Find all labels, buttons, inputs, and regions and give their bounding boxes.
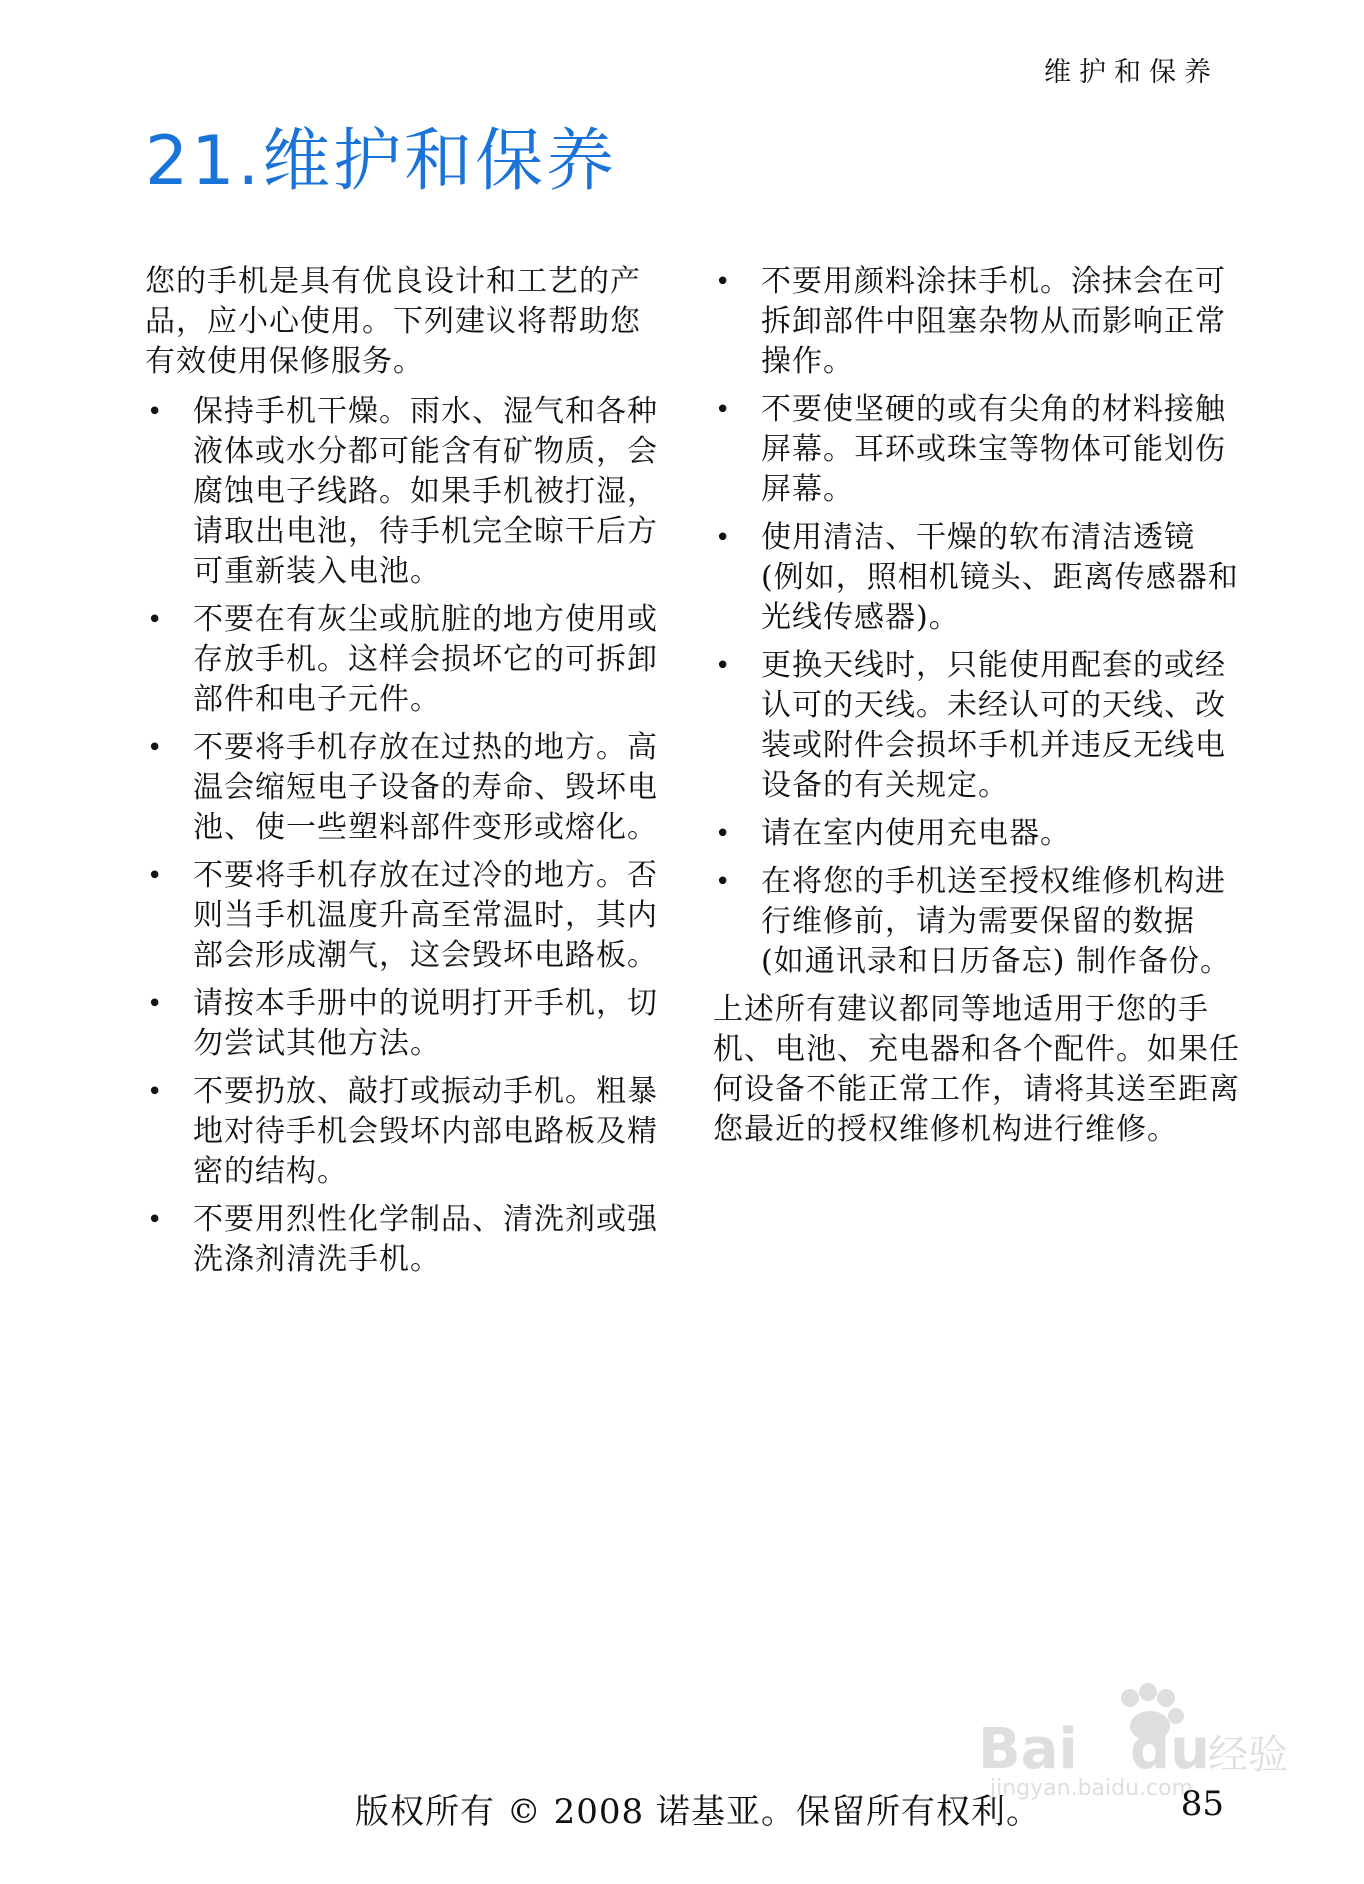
list-item <box>713 814 1243 854</box>
list-item-text: 不要将手机存放在过冷的地方。否则当手机温度升高至常温时，其内部会形成潮气，这会毁坏电路板。 <box>193 858 658 973</box>
list-item-text: 请在室内使用充电器。 <box>761 816 1071 851</box>
bullet-icon: • <box>147 1205 164 1235</box>
bullet-icon: • <box>147 1077 164 1107</box>
list-item <box>713 518 1243 638</box>
list-item-text: 更换天线时，只能使用配套的或经认可的天线。未经认可的天线、改装或附件会损坏手机并违反无线电设备的有关规定。 <box>761 648 1226 803</box>
svg-text:du: du <box>1130 1717 1210 1782</box>
baidu-watermark-logo <box>970 1670 1290 1800</box>
svg-text:经验: 经验 <box>1208 1732 1288 1778</box>
list-item <box>145 1200 665 1280</box>
bullet-icon: • <box>147 733 164 763</box>
bullet-icon: • <box>715 651 732 681</box>
list-item <box>145 984 665 1064</box>
list-item <box>145 600 665 720</box>
list-item-text: 不要用烈性化学制品、清洗剂或强洗涤剂清洗手机。 <box>193 1202 658 1277</box>
list-item-text: 请按本手册中的说明打开手机，切勿尝试其他方法。 <box>193 986 658 1061</box>
left-bullet-list <box>145 392 665 1280</box>
list-item <box>713 862 1243 982</box>
bullet-icon: • <box>715 819 732 849</box>
bullet-icon: • <box>147 989 164 1019</box>
bullet-icon: • <box>715 867 732 897</box>
list-item-text: 不要扔放、敲打或振动手机。粗暴地对待手机会毁坏内部电路板及精密的结构。 <box>193 1074 658 1189</box>
bullet-icon: • <box>715 395 732 425</box>
bullet-icon: • <box>715 267 732 297</box>
list-item-text: 不要用颜料涂抹手机。涂抹会在可拆卸部件中阻塞杂物从而影响正常操作。 <box>761 264 1226 379</box>
bullet-icon: • <box>147 397 164 427</box>
list-item-text: 使用清洁、干燥的软布清洁透镜 (例如，照相机镜头、距离传感器和光线传感器)。 <box>761 520 1239 635</box>
page-number: 85 <box>1180 1784 1224 1824</box>
right-bullet-list <box>713 262 1243 982</box>
list-item <box>145 856 665 976</box>
list-item <box>713 646 1243 806</box>
bullet-icon: • <box>147 861 164 891</box>
intro-paragraph: 您的手机是具有优良设计和工艺的产品，应小心使用。下列建议将帮助您有效使用保修服务。 <box>145 264 641 379</box>
list-item <box>145 728 665 848</box>
closing-paragraph: 上述所有建议都同等地适用于您的手机、电池、充电器和各个配件。如果任何设备不能正常工作，请将其送至距离您最近的授权维修机构进行维修。 <box>713 992 1240 1147</box>
list-item-text: 不要将手机存放在过热的地方。高温会缩短电子设备的寿命、毁坏电池、使一些塑料部件变形或熔化。 <box>193 730 658 845</box>
list-item <box>145 1072 665 1192</box>
chapter-title: 21.维护和保养 <box>145 122 618 201</box>
left-column <box>145 262 665 1288</box>
svg-text:jingyan.baidu.com: jingyan.baidu.com <box>990 1776 1194 1800</box>
bullet-icon: • <box>715 523 732 553</box>
list-item-text: 在将您的手机送至授权维修机构进行维修前，请为需要保留的数据 (如通讯录和日历备忘) 制作备份。 <box>761 864 1231 979</box>
svg-text:Bai: Bai <box>978 1717 1078 1782</box>
list-item-text: 保持手机干燥。雨水、湿气和各种液体或水分都可能含有矿物质，会腐蚀电子线路。如果手机被打湿，请取出电池，待手机完全晾干后方可重新装入电池。 <box>193 394 658 589</box>
list-item <box>713 390 1243 510</box>
copyright-footer: 版权所有 © 2008 诺基亚。保留所有权利。 <box>355 1792 1041 1832</box>
right-column <box>713 262 1243 1160</box>
bullet-icon: • <box>147 605 164 635</box>
list-item-text: 不要在有灰尘或肮脏的地方使用或存放手机。这样会损坏它的可拆卸部件和电子元件。 <box>193 602 658 717</box>
list-item-text: 不要使坚硬的或有尖角的材料接触屏幕。耳环或珠宝等物体可能划伤屏幕。 <box>761 392 1226 507</box>
running-header: 维护和保养 <box>1044 57 1219 88</box>
list-item <box>713 262 1243 382</box>
list-item <box>145 392 665 592</box>
